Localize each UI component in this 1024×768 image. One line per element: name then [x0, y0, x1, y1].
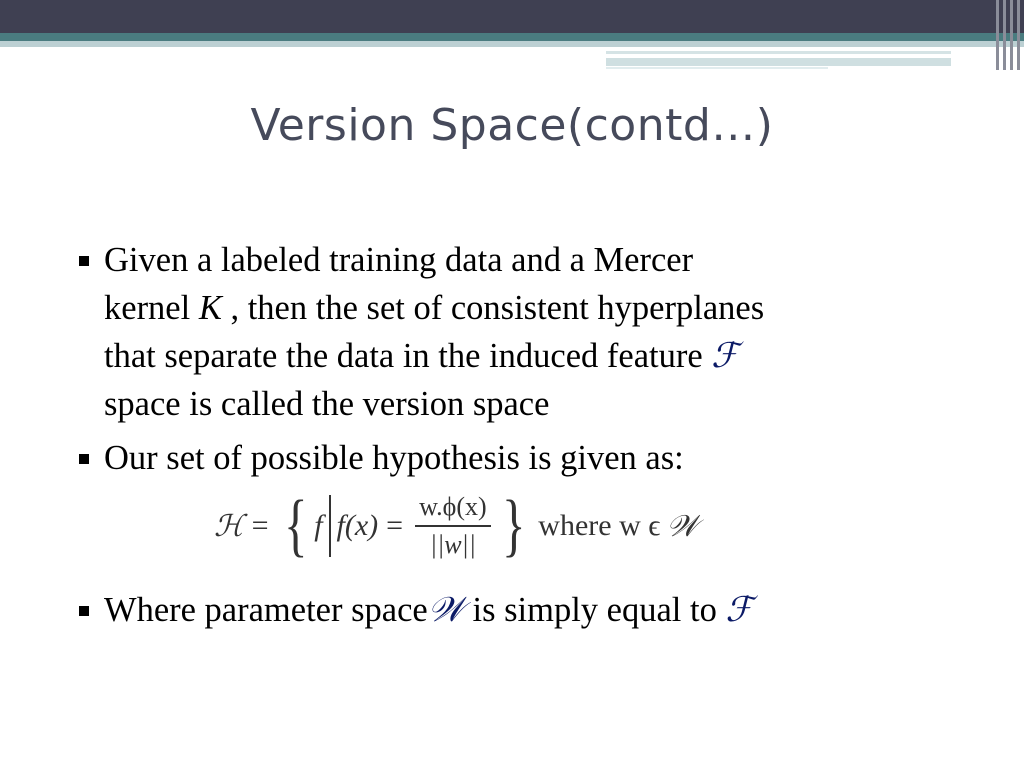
- bullet-line: Our set of possible hypothesis is given as:: [104, 439, 684, 477]
- bullet-marker: [79, 606, 89, 616]
- formula-fraction: [415, 491, 491, 561]
- parameter-space-symbol: 𝒲: [427, 590, 464, 630]
- slide-title: Version Space(contd…): [250, 100, 774, 151]
- bullet-line: that separate the data in the induced feature ℱ: [104, 336, 739, 376]
- bullet-list: [76, 236, 976, 640]
- bullet-line: kernel K , then the set of consistent hyperplanes: [104, 289, 765, 327]
- bullet-item: [76, 236, 976, 428]
- formula-numerator: w.ϕ(x): [415, 491, 491, 527]
- formula-equals: =: [251, 509, 269, 542]
- formula-close-brace: }: [501, 487, 526, 564]
- header-band-light: [0, 41, 1024, 47]
- bullet-item: [76, 586, 976, 634]
- formula-such-that-bar: [329, 495, 331, 557]
- formula-fx: f(x): [336, 509, 379, 542]
- header-accent-line: [606, 58, 951, 66]
- header-stripes: [994, 0, 1024, 70]
- feature-space-symbol: ℱ: [711, 336, 739, 376]
- formula-f: f: [314, 509, 323, 542]
- feature-space-symbol: ℱ: [725, 590, 753, 630]
- formula-lhs: ℋ: [214, 508, 244, 544]
- formula-open-brace: {: [283, 487, 308, 564]
- header-band-teal: [0, 33, 1024, 41]
- formula-denominator: ||w||: [429, 530, 476, 559]
- bullet-line: space is called the version space: [104, 385, 550, 423]
- formula-equals: =: [386, 509, 404, 542]
- kernel-symbol: K: [198, 289, 222, 327]
- bullet-item: [76, 434, 976, 482]
- bullet-marker: [79, 256, 89, 266]
- bullet-marker: [79, 454, 89, 464]
- header-accent-line: [606, 67, 828, 69]
- hypothesis-formula: [214, 486, 698, 566]
- header-band-dark: [0, 0, 1024, 33]
- header-accent-line: [606, 51, 951, 54]
- bullet-line: Given a labeled training data and a Mercer: [104, 241, 694, 279]
- formula-space-symbol: 𝒲: [666, 508, 698, 544]
- formula-where: where w ϵ: [538, 509, 661, 542]
- bullet-line: Where parameter space𝒲 is simply equal to ℱ: [104, 590, 753, 630]
